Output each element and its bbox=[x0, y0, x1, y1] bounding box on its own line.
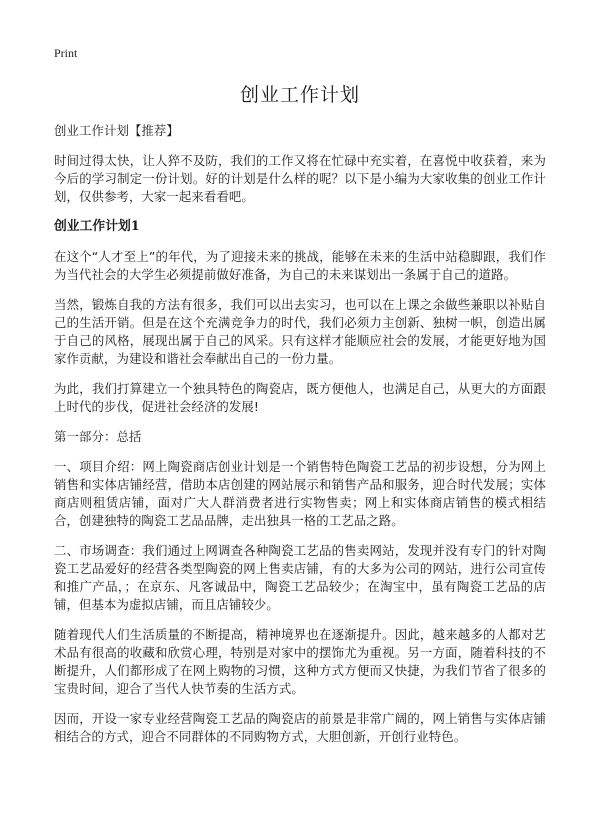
paragraph: 为此，我们打算建立一个独具特色的陶瓷店，既方便他人，也满足自己，从更大的方面跟上时代的步伐，促进社会经济的发展! bbox=[54, 381, 546, 414]
paragraph: 一、项目介绍：网上陶瓷商店创业计划是一个销售特色陶瓷工艺品的初步设想，分为网上销售和实体店铺经营，借助本店创建的网站展示和销售产品和服务，迎合时代发展；实体商店则租赁店铺，面对广大人群消费者进行实物售卖；网上和实体商店销售的模式相结合，创建独特的陶瓷工艺品品牌，走出独具一格的工艺品之路。 bbox=[54, 459, 546, 528]
paragraph: 随着现代人们生活质量的不断提高，精神境界也在逐渐提升。因此，越来越多的人都对艺术品有很高的收藏和欣赏心理，特别是对家中的摆饰尤为重视。另一方面，随着科技的不断提升，人们都形成了在网上购物的习惯，这种方式方便而又快捷，为我们节省了很多的宝贵时间，迎合了当代人快节奏的生活方式。 bbox=[54, 627, 546, 696]
paragraph: 在这个“人才至上”的年代，为了迎接未来的挑战，能够在未来的生活中站稳脚跟，我们作为当代社会的大学生必须提前做好准备，为自己的未来谋划出一条属于自己的道路。 bbox=[54, 249, 546, 282]
paragraph: 当然，锻炼自我的方法有很多，我们可以出去实习，也可以在上课之余做些兼职以补贴自己的生活开销。但是在这个充满竞争力的时代，我们必须力主创新、独树一帜，创造出属于自己的风格，展现出属于自己的风采。只有这样才能顺应社会的发展，才能更好地为国家作贡献，为建设和谐社会奉献出自己的一份力量。 bbox=[54, 297, 546, 366]
article-body bbox=[54, 122, 546, 758]
paragraph: 因而，开设一家专业经营陶瓷工艺品的陶瓷店的前景是非常广阔的，网上销售与实体店铺相结合的方式，迎合不同群体的不同购物方式，大胆创新，开创行业特色。 bbox=[54, 711, 546, 744]
section-heading: 创业工作计划1 bbox=[54, 219, 140, 234]
intro-paragraph: 时间过得太快，让人猝不及防，我们的工作又将在忙碌中充实着，在喜悦中收获着，来为今后的学习制定一份计划。好的计划是什么样的呢？以下是小编为大家收集的创业工作计划，仅供参考，大家一起来看看吧。 bbox=[54, 153, 546, 204]
article-subtitle: 创业工作计划【推荐】 bbox=[54, 123, 179, 138]
page-title: 创业工作计划 bbox=[239, 84, 360, 106]
part-heading: 第一部分：总括 bbox=[54, 429, 142, 444]
print-link[interactable]: Print bbox=[54, 46, 78, 60]
paragraph: 二、市场调查：我们通过上网调查各种陶瓷工艺品的售卖网站，发现并没有专门的针对陶瓷工艺品爱好的经营各类型陶瓷的网上售卖店铺，有的大多为公司的网站，进行公司宣传和推广产品，；在京东、凡客诚品中，陶瓷工艺品较少；在淘宝中，虽有陶瓷工艺品的店铺，但基本为虚拟店铺，而且店铺较少。 bbox=[54, 543, 546, 612]
